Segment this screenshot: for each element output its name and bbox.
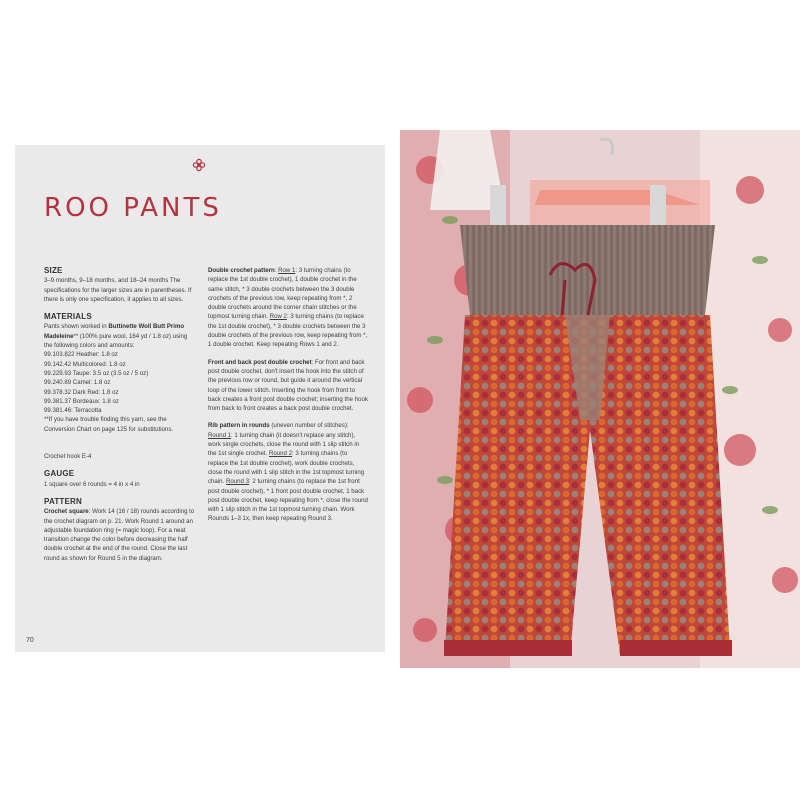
- size-heading: SIZE: [44, 266, 63, 275]
- list-item: 99.378.32 Dark Red: 1.8 oz: [44, 388, 119, 396]
- list-item: 99.103.822 Heather: 1.8 oz: [44, 351, 118, 359]
- list-item: 99.240.89 Camel: 1.8 oz: [44, 379, 111, 387]
- post-double-crochet: Front and back post double crochet: For front and back post double crochet, don't insert the hook into the stitch of the previous row or round, but guide it around the vertical loop of the lower stitch. Inserting the hook from front to back creates a front post double crochet; inserting the hook from back to front creates a back post double crochet.: [208, 358, 368, 413]
- list-item: 99.229.93 Taupe: 3.5 oz (3.5 oz / 5 oz): [44, 369, 149, 377]
- right-column: [208, 266, 368, 532]
- yarn-amounts-list: [44, 350, 196, 415]
- flower-icon: [192, 158, 206, 172]
- book-page: [15, 145, 385, 652]
- gauge-text: 1 square over 6 rounds = 4 in x 4 in: [44, 480, 140, 488]
- list-item: 99.142.42 Multicolored: 1.8 oz: [44, 360, 126, 368]
- list-item: 99.381.37 Bordeaux: 1.8 oz: [44, 397, 119, 405]
- materials-intro: Pants shown worked in Buttinette Woll Butt Primo Madeleine** (100% pure wool, 164 yd / 1.8 oz) using the following colors and amounts:: [44, 323, 188, 350]
- rib-pattern: Rib pattern in rounds (uneven number of stitches): Round 1: 1 turning chain (it doesn't replace any stitch), work single crochets, close the round with 1 slip stitch in the 1st single crochet. Round 2: 3 turning chains (to replace the 1st double crochet), work double crochets, close the round with 1 slip stitch in the 1st topmost turning chain. Round 3: 2 turning chains (to replace the 1st front post double crochet), * 1 front post double crochet, 1 back post double crochet, keep repeating from *, close the round with 1 slip stitch in the 1st topmost turning chain. Work Rounds 1–3 1x, then keep repeating Round 3.: [208, 422, 368, 523]
- double-crochet-pattern: Double crochet pattern: Row 1: 3 turning chains (to replace the 1st double crochet), 1 double crochet in the same stitch, * 3 double crochets between the 3 double crochets of the previous row, keep repeating from *, 2 double crochets around the corner chain stitches or the topmost turning chain. Row 2: 3 turning chains (to replace the 1st double crochet), * 3 double crochets between the 3 double crochets of the previous row, keep repeating from *, 1 double crochet. Keep repeating Rows 1 and 2.: [208, 267, 368, 349]
- materials-heading: MATERIALS: [44, 312, 92, 322]
- page-title: ROO PANTS: [44, 193, 222, 223]
- yarn-name: Buttinette Woll Butt Primo Madeleine: [44, 323, 185, 340]
- page-number: 70: [26, 637, 34, 644]
- crochet-pants-photo: [400, 130, 800, 668]
- crochet-square-text: Crochet square: Work 14 (16 / 18) rounds according to the crochet diagram on p. 21. Work Round 1 around an adjustable foundation ring (= magic loop). For a neat transition change the color before decreasing the half double crochet at the end of the round. Close the last round as shown for Round 5 in the diagram.: [44, 508, 195, 562]
- list-item: 99.381.46: Terracotta: [44, 407, 102, 415]
- hook-size: Crochet hook E-4: [44, 453, 92, 461]
- yarn-footnote: **If you have trouble finding this yarn, see the Conversion Chart on page 125 for substitutions.: [44, 416, 174, 433]
- gauge-heading: GAUGE: [44, 469, 75, 479]
- size-text: 3–9 months, 9–18 months, and 18–24 months The specifications for the larger sizes are in parentheses. If there is only one specification, it applies to all sizes.: [44, 277, 192, 303]
- photo-illustration: [400, 130, 800, 668]
- left-column: [44, 266, 196, 571]
- pattern-heading: PATTERN: [44, 496, 82, 506]
